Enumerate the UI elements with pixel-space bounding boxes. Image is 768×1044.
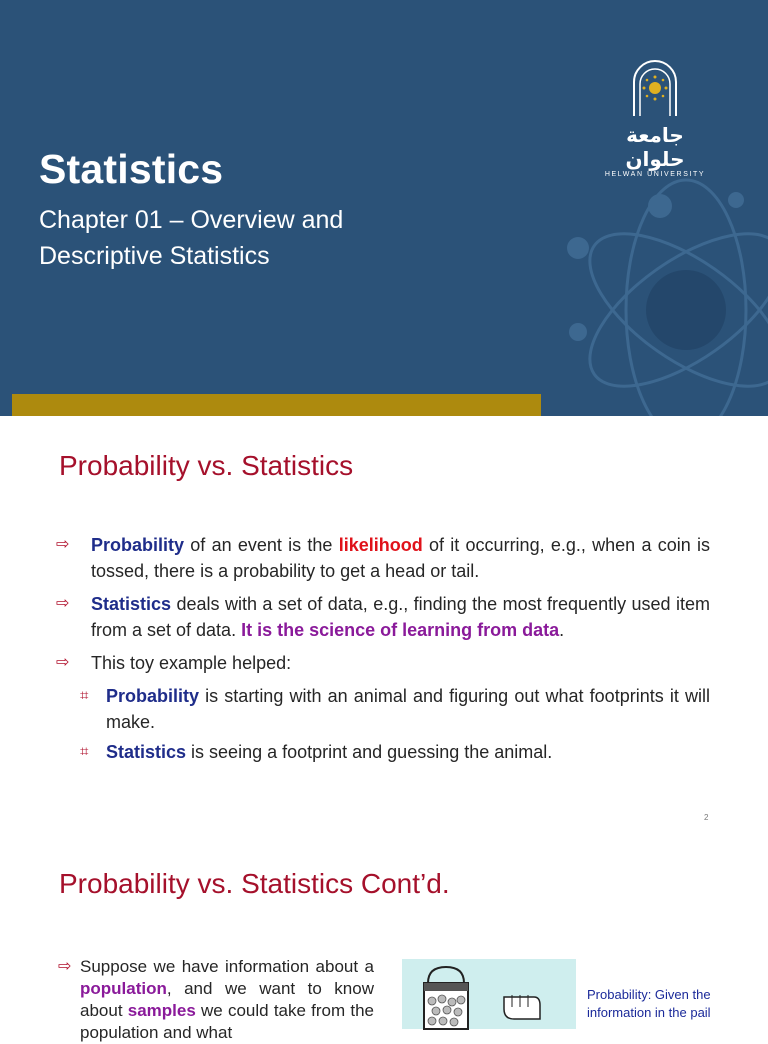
slide-heading: Probability vs. Statistics xyxy=(59,450,354,481)
probability-vs-statistics-contd-slide xyxy=(0,828,768,1042)
slide-subtitle xyxy=(39,202,439,274)
university-emblem-icon xyxy=(628,58,682,116)
bullet-list xyxy=(58,532,710,769)
keyword-samples: samples xyxy=(127,1001,196,1020)
highlight-definition: It is the science of learning from data xyxy=(241,620,560,640)
subtitle-line-1: Chapter 01 – Overview and xyxy=(39,206,344,234)
sub-bullet-statistics: ⌗ Statistics is seeing a footprint and guessing the animal. xyxy=(80,739,710,765)
page-number: 2 xyxy=(704,813,709,822)
logo-latin-text: HELWAN UNIVERSITY xyxy=(604,171,706,178)
keyword-probability: Probability xyxy=(91,535,185,555)
accent-bar xyxy=(12,394,541,416)
bullet-statistics: ⇨ Statistics deals with a set of data, e.g., finding the most frequently used item from a set of data. It is the science of learning from data. xyxy=(58,591,710,643)
arrow-bullet-icon: ⇨ xyxy=(56,654,70,671)
arrow-bullet-icon: ⇨ xyxy=(58,958,72,975)
logo-arabic-text: جامعة حلوان xyxy=(625,123,685,171)
sub-bullet-probability: ⌗ Probability is starting with an animal and figuring out what footprints it will make. xyxy=(80,683,710,735)
pail-illustration xyxy=(402,959,576,1029)
hash-bullet-icon: ⌗ xyxy=(80,743,89,760)
title-slide xyxy=(0,0,768,416)
pail-and-hand-icon xyxy=(402,959,576,1029)
subtitle-line-2: Descriptive Statistics xyxy=(39,242,270,270)
university-logo xyxy=(600,58,710,178)
slide-heading: Probability vs. Statistics Cont’d. xyxy=(59,868,450,899)
keyword-population: population xyxy=(80,979,167,998)
bullet-probability: ⇨ Probability of an event is the likelihood of it occurring, e.g., when a coin is tossed, there is a probability to get a head or tail. xyxy=(58,532,710,584)
arrow-bullet-icon: ⇨ xyxy=(56,536,70,553)
atom-icon xyxy=(500,170,768,420)
population-bullet: ⇨ Suppose we have information about a population, and we want to know about samples we could take from the population and what xyxy=(58,957,374,1042)
keyword-likelihood: likelihood xyxy=(338,535,423,555)
illustration-caption: Probability: Given the information in the pail xyxy=(587,987,711,1020)
keyword-statistics: Statistics xyxy=(91,594,172,614)
hash-bullet-icon: ⌗ xyxy=(80,687,89,704)
probability-vs-statistics-slide xyxy=(0,416,768,828)
slide-title: Statistics xyxy=(39,146,224,192)
arrow-bullet-icon: ⇨ xyxy=(56,595,70,612)
bullet-toy-example: ⇨ This toy example helped: xyxy=(58,650,710,676)
